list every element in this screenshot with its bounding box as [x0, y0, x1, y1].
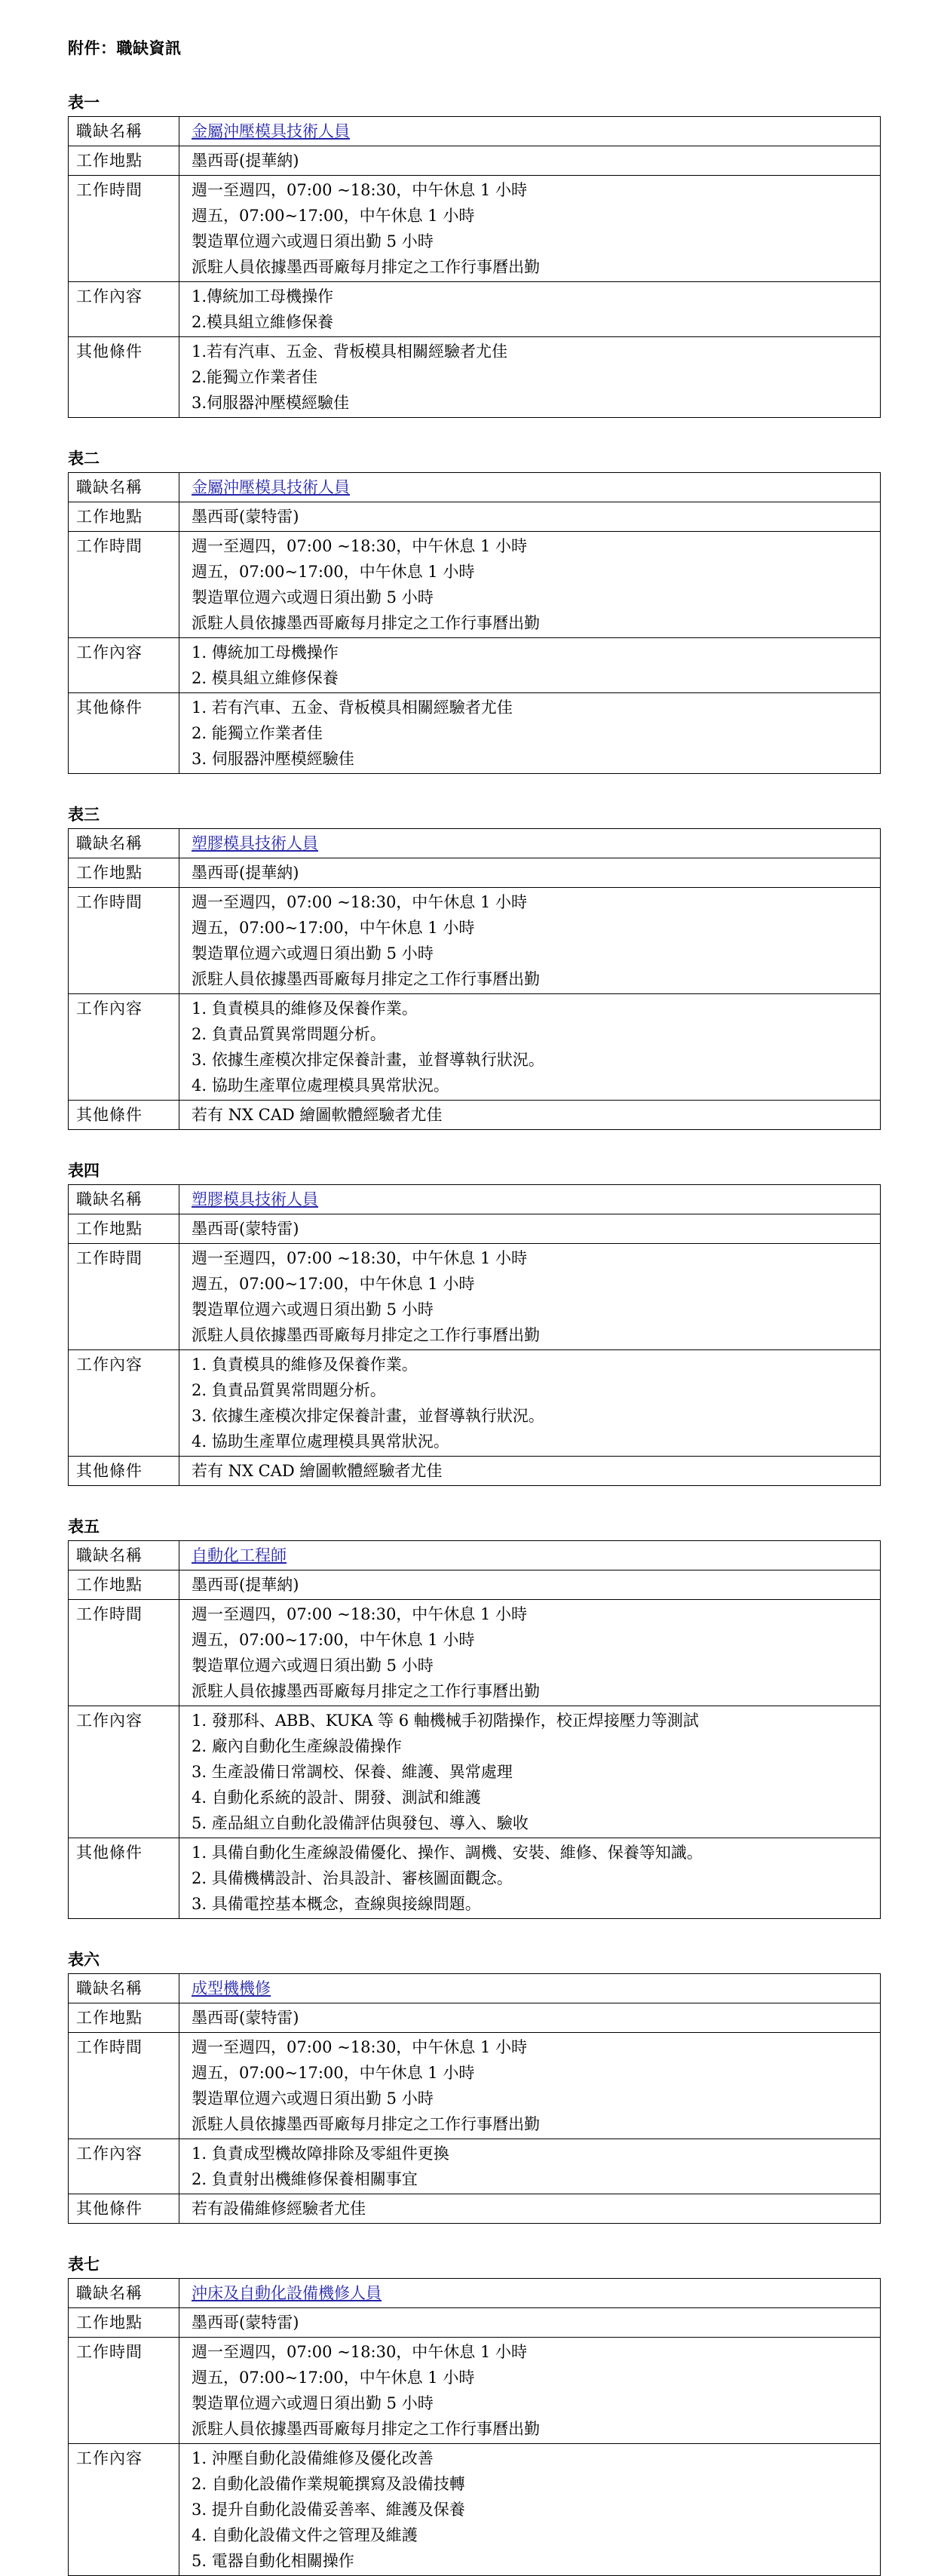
field-value — [179, 337, 881, 418]
job-table — [68, 116, 881, 418]
field-value — [179, 829, 881, 858]
field-line: 3. 生產設備日常調校、保養、維護、異常處理 — [192, 1763, 513, 1781]
field-value — [179, 1457, 881, 1486]
field-line: 週五，07:00~17:00，中午休息 1 小時 — [192, 207, 475, 225]
table-label: 表二 — [68, 449, 100, 468]
field-line: 週一至週四，07:00 ~18:30，中午休息 1 小時 — [192, 2343, 528, 2361]
field-line: 1.若有汽車、五金、背板模具相關經驗者尤佳 — [192, 342, 508, 361]
field-value — [179, 1244, 881, 1350]
field-label: 工作內容 — [69, 1706, 179, 1838]
job-title-link[interactable]: 自動化工程師 — [192, 1546, 287, 1564]
field-value — [179, 994, 881, 1101]
field-line: 製造單位週六或週日須出勤 5 小時 — [192, 1300, 434, 1319]
field-line: 週一至週四，07:00 ~18:30，中午休息 1 小時 — [192, 181, 528, 199]
job-title-link[interactable]: 成型機機修 — [192, 1979, 271, 1997]
field-value — [179, 2033, 881, 2139]
table-label: 表六 — [68, 1950, 100, 1969]
table-row — [69, 2139, 881, 2194]
job-section — [68, 1159, 935, 1486]
field-label: 其他條件 — [69, 2194, 179, 2224]
field-value — [179, 1974, 881, 2003]
job-section — [68, 2252, 935, 2576]
table-row — [69, 1214, 881, 1244]
field-label: 工作時間 — [69, 2033, 179, 2139]
field-line: 1. 沖壓自動化設備維修及優化改善 — [192, 2449, 434, 2467]
field-line: 1. 負責模具的維修及保養作業。 — [192, 1356, 418, 1374]
field-line: 4. 自動化系統的設計、開發、測試和維護 — [192, 1788, 481, 1807]
job-section — [68, 1515, 935, 1919]
table-row — [69, 2033, 881, 2139]
job-title-link[interactable]: 塑膠模具技術人員 — [192, 1190, 318, 1208]
table-row — [69, 2444, 881, 2576]
field-line: 5. 產品組立自動化設備評估與發包、導入、驗收 — [192, 1814, 529, 1832]
field-label: 其他條件 — [69, 1838, 179, 1919]
field-label: 工作內容 — [69, 2139, 179, 2194]
table-row — [69, 282, 881, 337]
field-line: 1. 發那科、ABB、KUKA 等 6 軸機械手初階操作，校正焊接壓力等測試 — [192, 1712, 699, 1730]
field-value — [179, 1185, 881, 1214]
field-line: 週五，07:00~17:00，中午休息 1 小時 — [192, 2369, 475, 2387]
table-row — [69, 2194, 881, 2224]
field-line: 3. 伺服器沖壓模經驗佳 — [192, 750, 354, 768]
table-row — [69, 1185, 881, 1214]
field-line: 2. 能獨立作業者佳 — [192, 724, 323, 742]
table-row — [69, 2279, 881, 2308]
field-line: 墨西哥(蒙特雷) — [192, 508, 299, 526]
field-line: 2. 負責品質異常問題分析。 — [192, 1381, 386, 1399]
field-line: 製造單位週六或週日須出勤 5 小時 — [192, 944, 434, 963]
job-section — [68, 447, 935, 774]
job-table — [68, 1973, 881, 2224]
table-row — [69, 337, 881, 418]
field-label: 職缺名稱 — [69, 1974, 179, 2003]
field-line: 製造單位週六或週日須出勤 5 小時 — [192, 1656, 434, 1675]
field-line: 派駐人員依據墨西哥廠每月排定之工作行事曆出勤 — [192, 2420, 540, 2438]
table-row — [69, 693, 881, 774]
field-line: 4. 自動化設備文件之管理及維護 — [192, 2526, 418, 2544]
field-line: 派駐人員依據墨西哥廠每月排定之工作行事曆出勤 — [192, 614, 540, 632]
field-line: 週五，07:00~17:00，中午休息 1 小時 — [192, 919, 475, 937]
field-value — [179, 532, 881, 638]
table-label: 表五 — [68, 1517, 100, 1536]
field-value — [179, 1838, 881, 1919]
field-label: 工作時間 — [69, 176, 179, 282]
table-row — [69, 1244, 881, 1350]
field-label: 工作內容 — [69, 994, 179, 1101]
field-value — [179, 2003, 881, 2033]
field-line: 3. 依據生產模次排定保養計畫，並督導執行狀況。 — [192, 1407, 544, 1425]
table-label: 表七 — [68, 2255, 100, 2274]
field-line: 2. 具備機構設計、治具設計、審核圖面觀念。 — [192, 1869, 513, 1887]
field-label: 工作內容 — [69, 282, 179, 337]
field-value — [179, 2194, 881, 2224]
table-row — [69, 117, 881, 146]
field-value — [179, 2279, 881, 2308]
table-row — [69, 1457, 881, 1486]
job-title-link[interactable]: 金屬沖壓模具技術人員 — [192, 122, 350, 140]
field-line: 週五，07:00~17:00，中午休息 1 小時 — [192, 563, 475, 581]
table-row — [69, 858, 881, 888]
field-value — [179, 1541, 881, 1570]
field-value — [179, 2338, 881, 2444]
job-title-link[interactable]: 沖床及自動化設備機修人員 — [192, 2284, 382, 2302]
field-line: 派駐人員依據墨西哥廠每月排定之工作行事曆出勤 — [192, 970, 540, 988]
field-line: 3. 具備電控基本概念，查線與接線問題。 — [192, 1895, 481, 1913]
field-line: 1. 負責模具的維修及保養作業。 — [192, 999, 418, 1018]
document-title: 附件：職缺資訊 — [68, 38, 182, 57]
table-row — [69, 2003, 881, 2033]
field-line: 3.伺服器沖壓模經驗佳 — [192, 394, 350, 412]
field-label: 工作時間 — [69, 2338, 179, 2444]
field-value — [179, 2308, 881, 2338]
table-row — [69, 1838, 881, 1919]
field-value — [179, 693, 881, 774]
field-line: 1. 具備自動化生產線設備優化、操作、調機、安裝、維修、保養等知識。 — [192, 1844, 703, 1862]
field-label: 職缺名稱 — [69, 2279, 179, 2308]
table-row — [69, 1974, 881, 2003]
field-line: 週一至週四，07:00 ~18:30，中午休息 1 小時 — [192, 893, 528, 911]
job-title-link[interactable]: 金屬沖壓模具技術人員 — [192, 478, 350, 496]
job-table — [68, 2278, 881, 2576]
field-line: 2. 模具組立維修保養 — [192, 669, 339, 687]
field-line: 週一至週四，07:00 ~18:30，中午休息 1 小時 — [192, 2038, 528, 2056]
field-label: 工作時間 — [69, 888, 179, 994]
field-label: 其他條件 — [69, 1101, 179, 1130]
field-label: 職缺名稱 — [69, 473, 179, 502]
field-label: 工作地點 — [69, 1214, 179, 1244]
table-row — [69, 888, 881, 994]
field-value — [179, 117, 881, 146]
field-label: 職缺名稱 — [69, 829, 179, 858]
job-tables — [68, 91, 935, 2576]
field-value — [179, 473, 881, 502]
field-label: 職缺名稱 — [69, 1185, 179, 1214]
field-value — [179, 1600, 881, 1706]
field-line: 5. 電器自動化相關操作 — [192, 2552, 354, 2570]
field-value — [179, 2444, 881, 2576]
field-label: 工作時間 — [69, 1244, 179, 1350]
field-line: 製造單位週六或週日須出勤 5 小時 — [192, 588, 434, 606]
table-label: 表一 — [68, 93, 100, 112]
field-label: 職缺名稱 — [69, 1541, 179, 1570]
job-section — [68, 1948, 935, 2224]
field-label: 工作地點 — [69, 502, 179, 532]
field-label: 工作地點 — [69, 2308, 179, 2338]
table-label: 表四 — [68, 1161, 100, 1180]
field-line: 製造單位週六或週日須出勤 5 小時 — [192, 2089, 434, 2108]
field-label: 職缺名稱 — [69, 117, 179, 146]
field-value — [179, 638, 881, 693]
field-line: 4. 協助生產單位處理模具異常狀況。 — [192, 1432, 449, 1451]
field-line: 派駐人員依據墨西哥廠每月排定之工作行事曆出勤 — [192, 258, 540, 276]
field-label: 工作時間 — [69, 532, 179, 638]
field-line: 派駐人員依據墨西哥廠每月排定之工作行事曆出勤 — [192, 1682, 540, 1700]
field-line: 1. 負責成型機故障排除及零組件更換 — [192, 2145, 449, 2163]
field-value — [179, 282, 881, 337]
field-line: 週五，07:00~17:00，中午休息 1 小時 — [192, 1275, 475, 1293]
table-row — [69, 829, 881, 858]
field-value — [179, 502, 881, 532]
table-row — [69, 502, 881, 532]
field-label: 工作內容 — [69, 638, 179, 693]
field-line: 1.傳統加工母機操作 — [192, 287, 334, 305]
table-row — [69, 146, 881, 176]
field-value — [179, 176, 881, 282]
field-value — [179, 2139, 881, 2194]
field-value — [179, 146, 881, 176]
field-label: 工作內容 — [69, 2444, 179, 2576]
job-table — [68, 472, 881, 774]
field-label: 其他條件 — [69, 693, 179, 774]
job-section — [68, 91, 935, 418]
field-line: 週五，07:00~17:00，中午休息 1 小時 — [192, 2064, 475, 2082]
field-label: 工作內容 — [69, 1350, 179, 1457]
job-section — [68, 803, 935, 1130]
table-row — [69, 2338, 881, 2444]
table-label: 表三 — [68, 805, 100, 824]
field-line: 2. 自動化設備作業規範撰寫及設備技轉 — [192, 2475, 465, 2493]
field-value — [179, 858, 881, 888]
table-row — [69, 1541, 881, 1570]
field-line: 墨西哥(提華納) — [192, 864, 299, 882]
field-line: 2.能獨立作業者佳 — [192, 368, 318, 386]
field-line: 週一至週四，07:00 ~18:30，中午休息 1 小時 — [192, 537, 528, 555]
table-row — [69, 176, 881, 282]
field-line: 若有 NX CAD 繪圖軟體經驗者尤佳 — [192, 1106, 443, 1124]
field-value — [179, 1570, 881, 1600]
field-line: 1. 傳統加工母機操作 — [192, 643, 339, 662]
field-value — [179, 888, 881, 994]
field-label: 工作時間 — [69, 1600, 179, 1706]
field-value — [179, 1706, 881, 1838]
field-line: 墨西哥(提華納) — [192, 1576, 299, 1594]
table-row — [69, 1101, 881, 1130]
table-row — [69, 994, 881, 1101]
field-line: 1. 若有汽車、五金、背板模具相關經驗者尤佳 — [192, 698, 513, 717]
field-line: 3. 提升自動化設備妥善率、維護及保養 — [192, 2501, 465, 2519]
field-line: 2. 負責品質異常問題分析。 — [192, 1025, 386, 1043]
field-line: 墨西哥(提華納) — [192, 152, 299, 170]
field-label: 工作地點 — [69, 858, 179, 888]
field-label: 其他條件 — [69, 1457, 179, 1486]
field-value — [179, 1350, 881, 1457]
field-label: 其他條件 — [69, 337, 179, 418]
field-line: 4. 協助生產單位處理模具異常狀況。 — [192, 1076, 449, 1095]
field-label: 工作地點 — [69, 1570, 179, 1600]
job-table — [68, 828, 881, 1130]
field-label: 工作地點 — [69, 146, 179, 176]
field-label: 工作地點 — [69, 2003, 179, 2033]
field-line: 墨西哥(蒙特雷) — [192, 1220, 299, 1238]
field-value — [179, 1214, 881, 1244]
table-row — [69, 1570, 881, 1600]
job-table — [68, 1184, 881, 1486]
field-line: 若有設備維修經驗者尤佳 — [192, 2200, 366, 2218]
field-line: 墨西哥(蒙特雷) — [192, 2009, 299, 2027]
field-line: 2.模具組立維修保養 — [192, 313, 334, 331]
field-line: 派駐人員依據墨西哥廠每月排定之工作行事曆出勤 — [192, 1326, 540, 1344]
field-line: 派駐人員依據墨西哥廠每月排定之工作行事曆出勤 — [192, 2115, 540, 2133]
table-row — [69, 1706, 881, 1838]
field-line: 週一至週四，07:00 ~18:30，中午休息 1 小時 — [192, 1605, 528, 1623]
field-line: 若有 NX CAD 繪圖軟體經驗者尤佳 — [192, 1462, 443, 1480]
field-line: 週一至週四，07:00 ~18:30，中午休息 1 小時 — [192, 1249, 528, 1267]
table-row — [69, 2308, 881, 2338]
table-row — [69, 638, 881, 693]
table-row — [69, 1600, 881, 1706]
field-line: 墨西哥(蒙特雷) — [192, 2313, 299, 2332]
field-line: 製造單位週六或週日須出勤 5 小時 — [192, 2394, 434, 2412]
table-row — [69, 473, 881, 502]
job-table — [68, 1540, 881, 1919]
field-line: 3. 依據生產模次排定保養計畫，並督導執行狀況。 — [192, 1051, 544, 1069]
field-line: 2. 廠內自動化生產線設備操作 — [192, 1737, 402, 1755]
table-row — [69, 1350, 881, 1457]
field-line: 週五，07:00~17:00，中午休息 1 小時 — [192, 1631, 475, 1649]
field-line: 製造單位週六或週日須出勤 5 小時 — [192, 232, 434, 250]
table-row — [69, 532, 881, 638]
job-title-link[interactable]: 塑膠模具技術人員 — [192, 834, 318, 852]
field-value — [179, 1101, 881, 1130]
field-line: 2. 負責射出機維修保養相關事宜 — [192, 2170, 418, 2188]
